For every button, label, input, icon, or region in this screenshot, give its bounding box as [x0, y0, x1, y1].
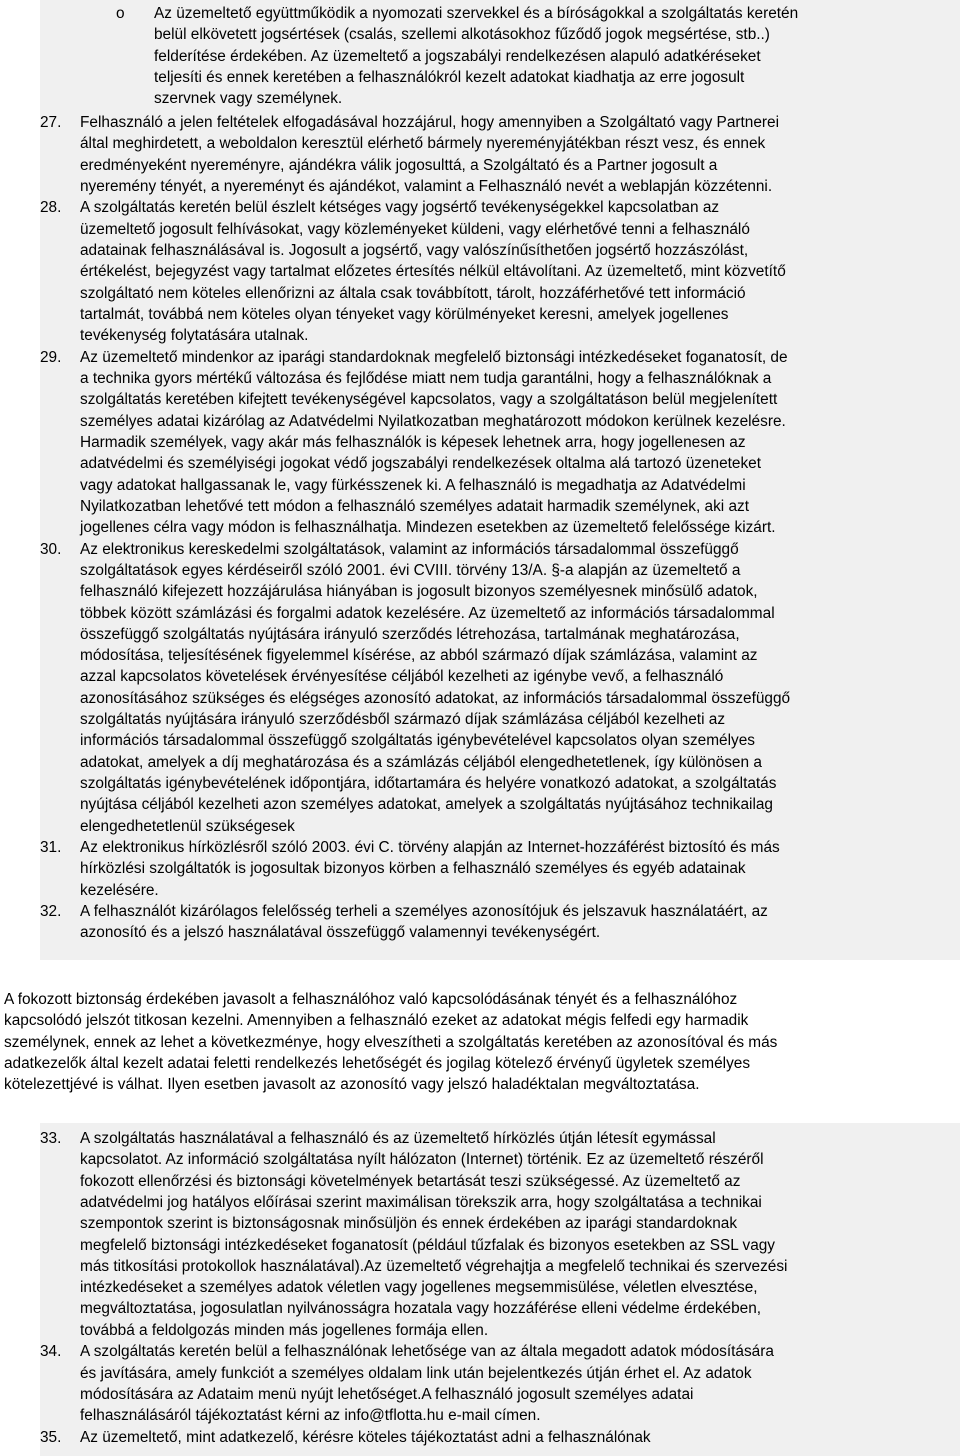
list-item-line: A szolgáltatás használatával a felhasználó és az üzemeltető hírközlés útján létesít egymással: [80, 1130, 716, 1147]
list-item-line: hírközlési szolgáltatók is jogosultak bizonyos körben a felhasználó személyes és egyéb adatainak: [80, 860, 746, 878]
list-item-line: szolgáltatás nyújtására irányuló szerződésből származó díjak számlázása céljából kezelheti az: [80, 711, 726, 728]
list-item-line: adatvédelmi és személyiségi jogokat védő jogszabályi rendelkezések oltalma alá tartozó üzeneteket: [80, 455, 761, 473]
list-item-line: A szolgáltatás keretén belül a felhasználónak lehetősége van az általa megadott adatok módosítására: [80, 1343, 774, 1361]
bullet-item-line: belül elkövetett jogsértések (csalás, szellemi alkotásokhoz fűződő jogok megsértése, stb..): [154, 26, 770, 44]
list-item-line: szempontok szerint is biztonságosnak minősüljön és ennek érdekében az iparági standardoknak: [80, 1215, 738, 1233]
list-item-line: eredményeként nyereményre, ajándékra válik jogosulttá, a Szolgáltató és a Partner jogosult a: [80, 156, 718, 174]
list-item-line: továbbá a feldolgozás minden más jogellenes formája ellen.: [80, 1321, 489, 1339]
list-item-line: szolgáltatás keretében kifejtett tevékenységével kapcsolatos, vagy a szolgáltatáson belül megjelenített: [80, 391, 778, 409]
list-item-line: adatainak felhasználásával is. Jogosult a jogsértő, vagy valószínűsíthetően jogsértő hozzászólást,: [80, 242, 749, 259]
list-item-line: Az üzemeltető mindenkor az iparági standardoknak megfelelő biztonsági intézkedéseket foganatosít, de: [80, 348, 788, 366]
paragraph-line: személynek, ennek az lehet a következménye, hogy elveszítheti a szolgáltatás keretében az azonosítóval és más: [4, 1033, 778, 1051]
list-item-line: felhasználásáról tájékoztatást kérni az info@tflotta.hu e-mail címen.: [80, 1407, 541, 1425]
list-item-line: módosítása, teljesítésének figyelemmel kísérése, az abból származó díjak számlázása, valamint az: [80, 647, 758, 665]
list-item-line: tevékenység folytatására utalnak.: [80, 327, 309, 345]
list-item-number: 27.: [40, 114, 62, 131]
list-item-number: 33.: [40, 1130, 62, 1147]
list-item-line: és javítására, amely funkciót a személyes oldalam link után bejelentkezés útján érhet el. Az adatok: [80, 1364, 752, 1382]
list-item-line: jogellenes célra vagy módon is felhasználhatja. Mindezen esetekben az üzemeltető felelőssége kizárt.: [80, 519, 776, 537]
list-item-line: szolgáltatások egyes kérdéseiről szóló 2001. évi CVIII. törvény 13/A. §-a alapján az üzemeltető a: [80, 561, 741, 579]
list-item-line: vagy adatokat hallgassanak le, vagy fürkésszenek ki. A felhasználó is megadhatja az Adatvédelmi: [80, 476, 746, 494]
list-item-number: 30.: [40, 540, 62, 558]
bullet-item-line: szervnek vagy személynek.: [154, 90, 343, 108]
list-item-line: A szolgáltatás keretén belül észlelt kétséges vagy jogsértő tevékenységekkel kapcsolatban az: [80, 199, 720, 217]
list-item-line: Az elektronikus kereskedelmi szolgáltatások, valamint az információs társadalommal összefüggő: [80, 540, 739, 558]
list-item-line: többek között számlázási és forgalmi adatok kezelésére. Az üzemeltető az információs társadalommal: [80, 604, 775, 622]
list-item-line: elengedhetetlenül szükségesek: [80, 817, 295, 835]
list-item-line: kezelésére.: [80, 881, 159, 899]
list-item-line: azonosításához szükséges és elégséges azonosító adatokat, az információs társadalommal összefüggő: [80, 689, 791, 707]
list-item-line: összefüggő szolgáltatás nyújtására irányuló szerződés létrehozása, tartalmának meghatározása,: [80, 625, 740, 643]
list-item-number: 34.: [40, 1343, 62, 1361]
list-item-line: szolgáltató nem köteles ellenőrizni az általa csak továbbított, tárolt, hozzáférhetővé tett információ: [80, 284, 746, 302]
bullet-item-line: felderítése érdekében. Az üzemeltető a jogszabályi rendelkezésen alapuló adatkéréseket: [154, 47, 761, 65]
paragraph-line: kapcsolódó jelszót titkosan kezelni. Amennyiben a felhasználó ezeket az adatokat mégis felfedi egy harmadik: [4, 1012, 749, 1030]
list-item-line: értékelést, bejegyzést vagy tartalmat előzetes értesítés nélkül eltávolítani. Az üzemeltető, mint közvetítő: [80, 263, 786, 281]
list-item-number: 35.: [40, 1428, 62, 1446]
bullet-marker: o: [116, 5, 125, 22]
list-item-line: azzal kapcsolatos követelések érvényesítése céljából kezelheti az igénybe vevő, a felhasználó: [80, 668, 724, 686]
list-item-line: azonosító és a jelszó használatával összefüggő valamennyi tevékenységért.: [80, 924, 601, 942]
list-item-line: nyeremény tényét, a nyereményt és ajándékot, valamint a Felhasználó nevét a weblapján közzétenni.: [80, 177, 773, 195]
list-item-line: üzemeltető jogosult felhívásokat, vagy közleményeket küldeni, vagy elérhetővé tenni a felhasználó: [80, 220, 750, 238]
list-item-line: felhasználó kifejezett hozzájárulása hiányában is jogosult bizonyos személyesnek minősülő adatok,: [80, 583, 758, 601]
list-item-number: 29.: [40, 348, 62, 366]
list-item-line: kapcsolatot. Az információ szolgáltatása nyílt hálózaton (Internet) történik. Ez az üzemeltető részéről: [80, 1151, 764, 1169]
list-item-line: adatokat, amelyek a díj meghatározása és a számlázás céljából elengedhetetlenek, így különösen a: [80, 753, 762, 771]
list-item-number: 31.: [40, 839, 62, 856]
list-item-line: szolgáltatás igénybevételének időpontjára, időtartamára és helyére vonatkozó adatokat, a szolgáltatás: [80, 774, 777, 792]
list-item-line: Harmadik személyek, vagy akár más felhasználók is képesek lehetnek arra, hogy jogellenesen az: [80, 433, 746, 451]
list-item-line: Nyilatkozatban lehetővé tett módon a felhasználó személyes adatait harmadik személynek, aki azt: [80, 497, 749, 515]
list-item-line: intézkedéseket a személyes adatok véletlen vagy jogellenes megsemmisülése, véletlen elvesztése,: [80, 1279, 758, 1297]
list-item-line: Az elektronikus hírközlésről szóló 2003. évi C. törvény alapján az Internet-hozzáférést biztosító és más: [80, 839, 780, 856]
list-item-line: más titkosítási protokollok használatával).Az üzemeltető végrehajtja a megfelelő technikai és szervezési: [80, 1257, 788, 1275]
list-item-line: adatvédelmi jog hatályos előírásai szerint maximálisan törekszik arra, hogy szolgáltatása a technikai: [80, 1193, 762, 1211]
list-item-line: személyes adatai kizárólag az Adatvédelmi Nyilatkozatban meghatározott módokon kerülnek kezelésre.: [80, 412, 786, 430]
bullet-item-line: teljesíti és ennek keretében a felhasználókról kezelt adatokat kiadhatja az erre jogosult: [154, 68, 745, 86]
list-item-line: megfelelő biztonsági intézkedéseket foganatosít (például tűzfalak és bizonyos esetekben az SSL vagy: [80, 1236, 776, 1254]
bullet-item-line: Az üzemeltető együttműködik a nyomozati szervekkel és a bíróságokkal a szolgáltatás keretén: [154, 5, 799, 22]
list-item-line: a technika gyors mértékű változása és fejlődése miatt nem tudja garantálni, hogy a felhasználóknak a: [80, 370, 772, 387]
list-item-number: 28.: [40, 199, 62, 217]
list-item-line: információs társadalommal összefüggő szolgáltatás igénybevételével kapcsolatos olyan személyes: [80, 732, 755, 750]
list-item-line: fokozott ellenőrzési és biztonsági követelmények betartását teszi szükségessé. Az üzemeltető az: [80, 1172, 741, 1190]
list-item-line: megváltoztatása, jogosulatlan nyilvánosságra hozatala vagy hozzáférése elleni védelme érdekében,: [80, 1300, 762, 1318]
list-item-line: módosítására az Adataim menü nyújt lehetőséget.A felhasználó jogosult személyes adatai: [80, 1385, 694, 1403]
paragraph-line: adatkezelők által kezelt adatai feletti rendelkezés lehetőségét és jogilag kötelező érvényű ügyletek személyes: [4, 1054, 751, 1072]
paragraph-line: kötelezettjévé is válhat. Ilyen esetben javasolt az azonosító vagy jelszó haladéktalan megváltoztatása.: [4, 1076, 700, 1094]
list-item-line: Felhasználó a jelen feltételek elfogadásával hozzájárul, hogy amennyiben a Szolgáltató vagy Partnerei: [80, 114, 780, 131]
list-item-line: A felhasználót kizárólagos felelősség terheli a személyes azonosítójuk és jelszavuk használatáért, az: [80, 903, 768, 921]
paragraph-line: A fokozott biztonság érdekében javasolt a felhasználóhoz való kapcsolódásának tényét és a felhasználóhoz: [4, 991, 738, 1008]
list-item-line: Az üzemeltető, mint adatkezelő, kérésre köteles tájékoztatást adni a felhasználónak: [80, 1428, 651, 1446]
list-item-line: nyújtása céljából kezelheti azon személyes adatokat, amelyek a szolgáltatás nyújtásához technikailag: [80, 796, 773, 814]
list-item-number: 32.: [40, 903, 62, 921]
list-item-line: által meghirdetett, a weboldalon keresztül elérhető bármely nyereményjátékban részt vesz, és ennek: [80, 135, 766, 153]
list-item-line: tartalmát, továbbá nem köteles olyan tényeket vagy körülményeket keresni, amelyek jogellenes: [80, 305, 729, 323]
